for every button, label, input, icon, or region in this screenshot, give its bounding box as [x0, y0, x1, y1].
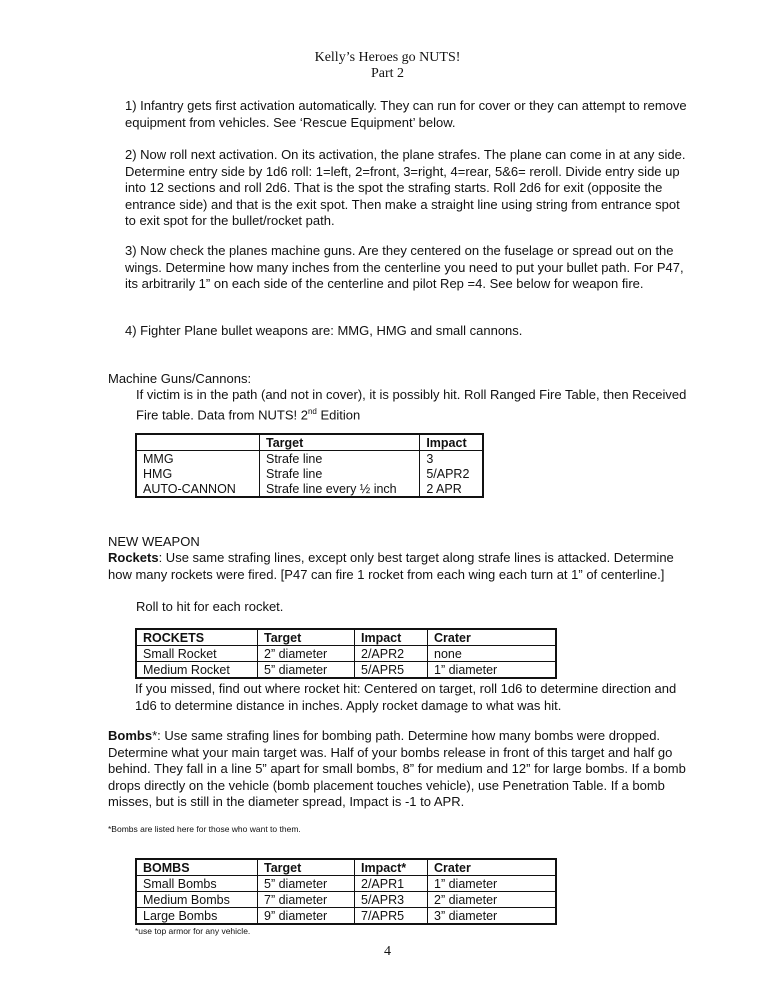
- step-2: 2) Now roll next activation. On its activation, the plane strafes. The plane can come in at any side. Determine entry side by 1d6 roll: 1=left, 2=front, 3=right, 4=rear, 5&6= reroll. Divide entry side up into 12 sections and roll 2d6. That is the spot the strafing starts. Roll 2d6 for exit (opposite the entrance side) and that is the exit spot. Then make a straight line using string from entrance spot to exit spot for the bullet/rocket path.: [125, 147, 686, 228]
- table-header: Target: [260, 434, 420, 451]
- mg-heading: Machine Guns/Cannons:: [108, 371, 252, 386]
- bombs-table-note: *use top armor for any vehicle.: [135, 926, 251, 936]
- step-1: 1) Infantry gets first activation automatically. They can run for cover or they can attempt to remove equipment from vehicles. See ‘Rescue Equipment’ below.: [125, 98, 687, 130]
- table-row: AUTO-CANNON Strafe line every ½ inch 2 APR: [136, 481, 483, 497]
- table-header-row: [136, 434, 483, 451]
- table-row: Medium Bombs 7” diameter 5/APR3 2” diameter: [136, 892, 556, 908]
- page-number: 4: [384, 944, 391, 959]
- table-row: Small Bombs 5” diameter 2/APR1 1” diameter: [136, 876, 556, 892]
- new-weapon-heading: NEW WEAPON: [108, 534, 200, 549]
- rockets-table: [135, 628, 557, 679]
- table-row: Small Rocket 2” diameter 2/APR2 none: [136, 646, 556, 662]
- document-subtitle: Part 2: [370, 66, 405, 81]
- rockets-description: Rockets: Use same strafing lines, except only best target along strafe lines is attacked. Determine how many rockets were fired. [P47 can fire 1 rocket from each wing each turn at 1” of centerline.]: [108, 550, 674, 582]
- bombs-table: [135, 858, 557, 925]
- table-header-row: ROCKETS Target Impact Crater: [136, 629, 556, 646]
- mg-table: [135, 433, 484, 498]
- bombs-description: Bombs*: Use same strafing lines for bombing path. Determine how many bombs were dropped. Determine what your main target was. Half of your bombs release in front of this target and half go behind. They fall in a line 5” apart for small bombs, 8” for medium and 12” for large bombs. If a bomb drops directly on the vehicle (bomb placement touches vehicle), use Penetration Table. If a bomb misses, but is still in the diameter spread, Impact is -1 to APR.: [108, 728, 686, 809]
- bombs-footnote: *Bombs are listed here for those who want to them.: [108, 824, 301, 834]
- mg-description: If victim is in the path (and not in cover), it is possibly hit. Roll Ranged Fire Table, then Received Fire table. Data from NUTS! 2nd Edition: [136, 387, 687, 422]
- rockets-roll-text: Roll to hit for each rocket.: [136, 599, 284, 614]
- table-row: Medium Rocket 5” diameter 5/APR5 1” diameter: [136, 662, 556, 679]
- rocket-miss-text: If you missed, find out where rocket hit: Centered on target, roll 1d6 to determine direction and 1d6 to determine distance in inches. Apply rocket damage to what was hit.: [135, 681, 677, 713]
- document-title: Kelly’s Heroes go NUTS!: [314, 50, 461, 65]
- table-row: Large Bombs 9” diameter 7/APR5 3” diameter: [136, 908, 556, 925]
- step-4: 4) Fighter Plane bullet weapons are: MMG, HMG and small cannons.: [125, 323, 523, 338]
- table-header: Impact: [420, 434, 483, 451]
- table-row: HMG Strafe line 5/APR2: [136, 466, 483, 481]
- step-3: 3) Now check the planes machine guns. Are they centered on the fuselage or spread out on the wings. Determine how many inches from the centerline you need to put your bullet path. For P47, its arbitrarily 1” on each side of the centerline and pilot Rep =4. See below for weapon fire.: [125, 243, 684, 291]
- table-row: MMG Strafe line 3: [136, 451, 483, 467]
- table-header-row: BOMBS Target Impact* Crater: [136, 859, 556, 876]
